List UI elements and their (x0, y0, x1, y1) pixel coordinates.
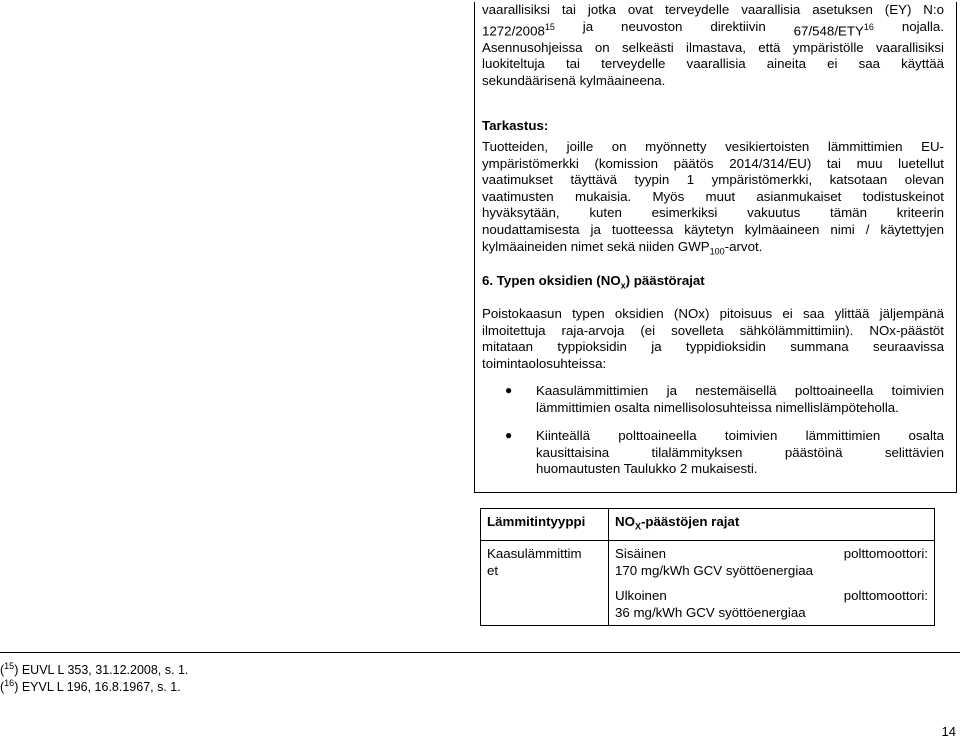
bullet-item (536, 428, 944, 478)
tarkastus-paragraph (482, 139, 944, 260)
engine-type: Sisäinen (615, 545, 667, 561)
section-6-paragraph (482, 306, 944, 372)
section-6-line: ilmoitettuja raja-arvoja (ei sovelleta sähkölämmittimiin). NOx-päästöt (482, 322, 944, 338)
bullet-icon: ● (505, 383, 513, 397)
limit-label (615, 587, 928, 604)
paren: ( (0, 663, 5, 678)
bullet-line: huomautusten Taulukko 2 mukaisesti. (536, 461, 758, 477)
bullet-icon: ● (505, 428, 513, 442)
footnote-number: 16 (4, 678, 15, 688)
tarkastus-line: noudattamisesta ja tuotteessa käytetyn kylmäaineen nimi / käytettyjen (482, 221, 944, 237)
heading-part: 6. Typen oksidien (NO (482, 273, 621, 288)
tarkastus-line: ympäristömerkki (komission päätös 2014/314/EU) tai muu luetellut (482, 155, 944, 171)
regulation-ref: 1272/2008 (482, 23, 545, 39)
engine-kind: polttomoottori: (843, 545, 928, 561)
intro-line: 1272/2008$^{15}$ ja neuvoston direktiivin 67/548/ETY$^{16}$ nojalla. (482, 18, 944, 39)
heater-type-cell (481, 540, 609, 625)
header-subscript: X (634, 521, 641, 532)
header-part: NO (615, 514, 635, 529)
nox-limits-table (480, 508, 935, 626)
column-header: Lämmitintyyppi (481, 509, 609, 541)
tarkastus-line: vaatimusten mukaisia. Myös muut asianmukaiset todistuskeinot (482, 188, 944, 204)
bullet-line: kausittaisina tilalämmityksen päästöinä selittävien (536, 444, 944, 460)
footnote-text: ) EYVL L 196, 16.8.1967, s. 1. (14, 680, 181, 695)
gwp-text-end: -arvot. (724, 238, 763, 254)
cell-line: et (487, 562, 499, 578)
bullet-line: Kiinteällä polttoaineella toimivien lämmittimien osalta (536, 428, 944, 443)
page-number: 14 (941, 724, 956, 739)
intro-paragraph (482, 2, 944, 89)
limit-label (615, 545, 928, 562)
paren: ( (0, 680, 5, 695)
bullet-line: lämmittimien osalta nimellisolosuhteissa nimellislämpöteholla. (536, 399, 899, 415)
engine-type: Ulkoinen (615, 587, 667, 603)
tarkastus-line: Tuotteiden, joille on myönnetty vesikiertoisten lämmittimien EU- (482, 139, 944, 154)
section-6-line: toimintaolosuhteissa: (482, 355, 607, 371)
tarkastus-line: hyväksytään, kuten esimerkiksi vakuutus tämän kriteerin (482, 205, 944, 221)
cell-line: Kaasulämmittim (487, 545, 582, 561)
column-header (609, 509, 935, 541)
table-row (481, 540, 935, 625)
footnote (0, 676, 181, 695)
tarkastus-line: vaatimukset täyttävä tyypin 1 ympäristömerkki, katsotaan olevan (482, 172, 944, 188)
bullet-item (536, 383, 944, 416)
footnote-ref: 15 (544, 21, 555, 32)
section-6-heading (482, 273, 944, 294)
footnote-text: ) EUVL L 353, 31.12.2008, s. 1. (14, 663, 189, 678)
tarkastus-heading: Tarkastus: (482, 118, 549, 133)
section-6-line: Poistokaasun typen oksidien (NOx) pitoisuus ei saa ylittää jäljempänä (482, 306, 944, 321)
gwp-text: kylmäaineiden nimet sekä niiden GWP (482, 238, 710, 254)
intro-line: sekundäärisenä kylmäaineena. (482, 72, 666, 88)
footnote-ref: 16 (863, 21, 874, 32)
bullet-line: Kaasulämmittimien ja nestemäisellä polttoaineella toimivien (536, 383, 944, 398)
tarkastus-line (482, 239, 944, 260)
footnote-separator (0, 652, 960, 653)
section-6-line: mitataan typpioksidin ja typpidioksidin summana seuraavissa (482, 339, 944, 355)
intro-line: vaarallisiksi tai jotka ovat terveydelle vaarallisia asetuksen (EY) N:o (482, 2, 944, 17)
limit-value: 36 mg/kWh GCV syöttöenergiaa (615, 604, 806, 620)
intro-line: luokiteltuja tai terveydelle vaarallisia aineita ei saa käyttää (482, 56, 944, 72)
intro-line: Asennusohjeissa on selkeästi ilmastava, että ympäristölle vaarallisiksi (482, 39, 944, 55)
heading-part: ) päästörajat (625, 273, 705, 288)
heading-subscript: x (620, 280, 626, 291)
header-part: -päästöjen rajat (640, 514, 740, 529)
limit-value: 170 mg/kWh GCV syöttöenergiaa (615, 562, 814, 578)
limits-cell (609, 540, 935, 625)
engine-kind: polttomoottori: (843, 587, 928, 603)
table-header-row (481, 509, 935, 541)
footnote-number: 15 (4, 661, 15, 671)
gwp-subscript: 100 (709, 246, 725, 257)
